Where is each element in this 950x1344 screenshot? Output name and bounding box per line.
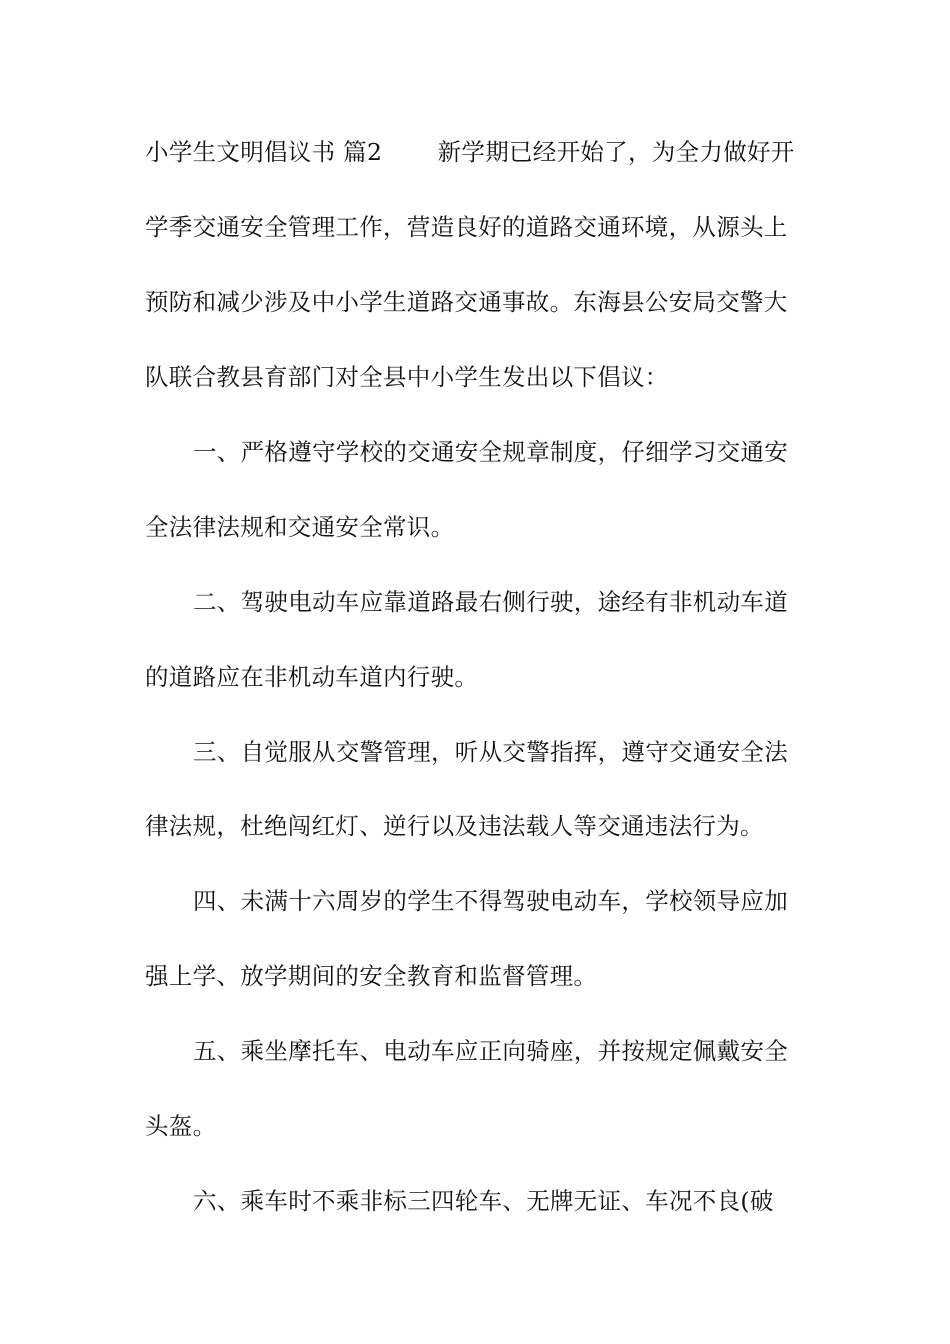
- text-line-3: 预防和减少涉及中小学生道路交通事故。东海县公安局交警大: [145, 288, 788, 316]
- text-line-11: 四、未满十六周岁的学生不得驾驶电动车，学校领导应加: [193, 887, 788, 915]
- text-line-4: 队联合教县育部门对全县中小学生发出以下倡议：: [145, 363, 669, 391]
- text-line-12: 强上学、放学期间的安全教育和监督管理。: [145, 962, 598, 990]
- text-line-14: 头盔。: [145, 1112, 217, 1140]
- text-line-1: 小学生文明倡议书 篇2 新学期已经开始了，为全力做好开: [145, 138, 795, 166]
- text-line-2: 学季交通安全管理工作，营造良好的道路交通环境，从源头上: [145, 213, 788, 241]
- text-line-7: 二、驾驶电动车应靠道路最右侧行驶，途经有非机动车道: [193, 588, 788, 616]
- text-line-9: 三、自觉服从交警管理，听从交警指挥，遵守交通安全法: [193, 738, 788, 766]
- text-line-6: 全法律法规和交通安全常识。: [145, 513, 455, 541]
- text-line-10: 律法规，杜绝闯红灯、逆行以及违法载人等交通违法行为。: [145, 812, 764, 840]
- text-line-5: 一、严格遵守学校的交通安全规章制度，仔细学习交通安: [193, 438, 788, 466]
- text-line-15: 六、乘车时不乘非标三四轮车、无牌无证、车况不良(破: [193, 1187, 774, 1215]
- text-line-13: 五、乘坐摩托车、电动车应正向骑座，并按规定佩戴安全: [193, 1037, 788, 1065]
- text-line-8: 的道路应在非机动车道内行驶。: [145, 663, 479, 691]
